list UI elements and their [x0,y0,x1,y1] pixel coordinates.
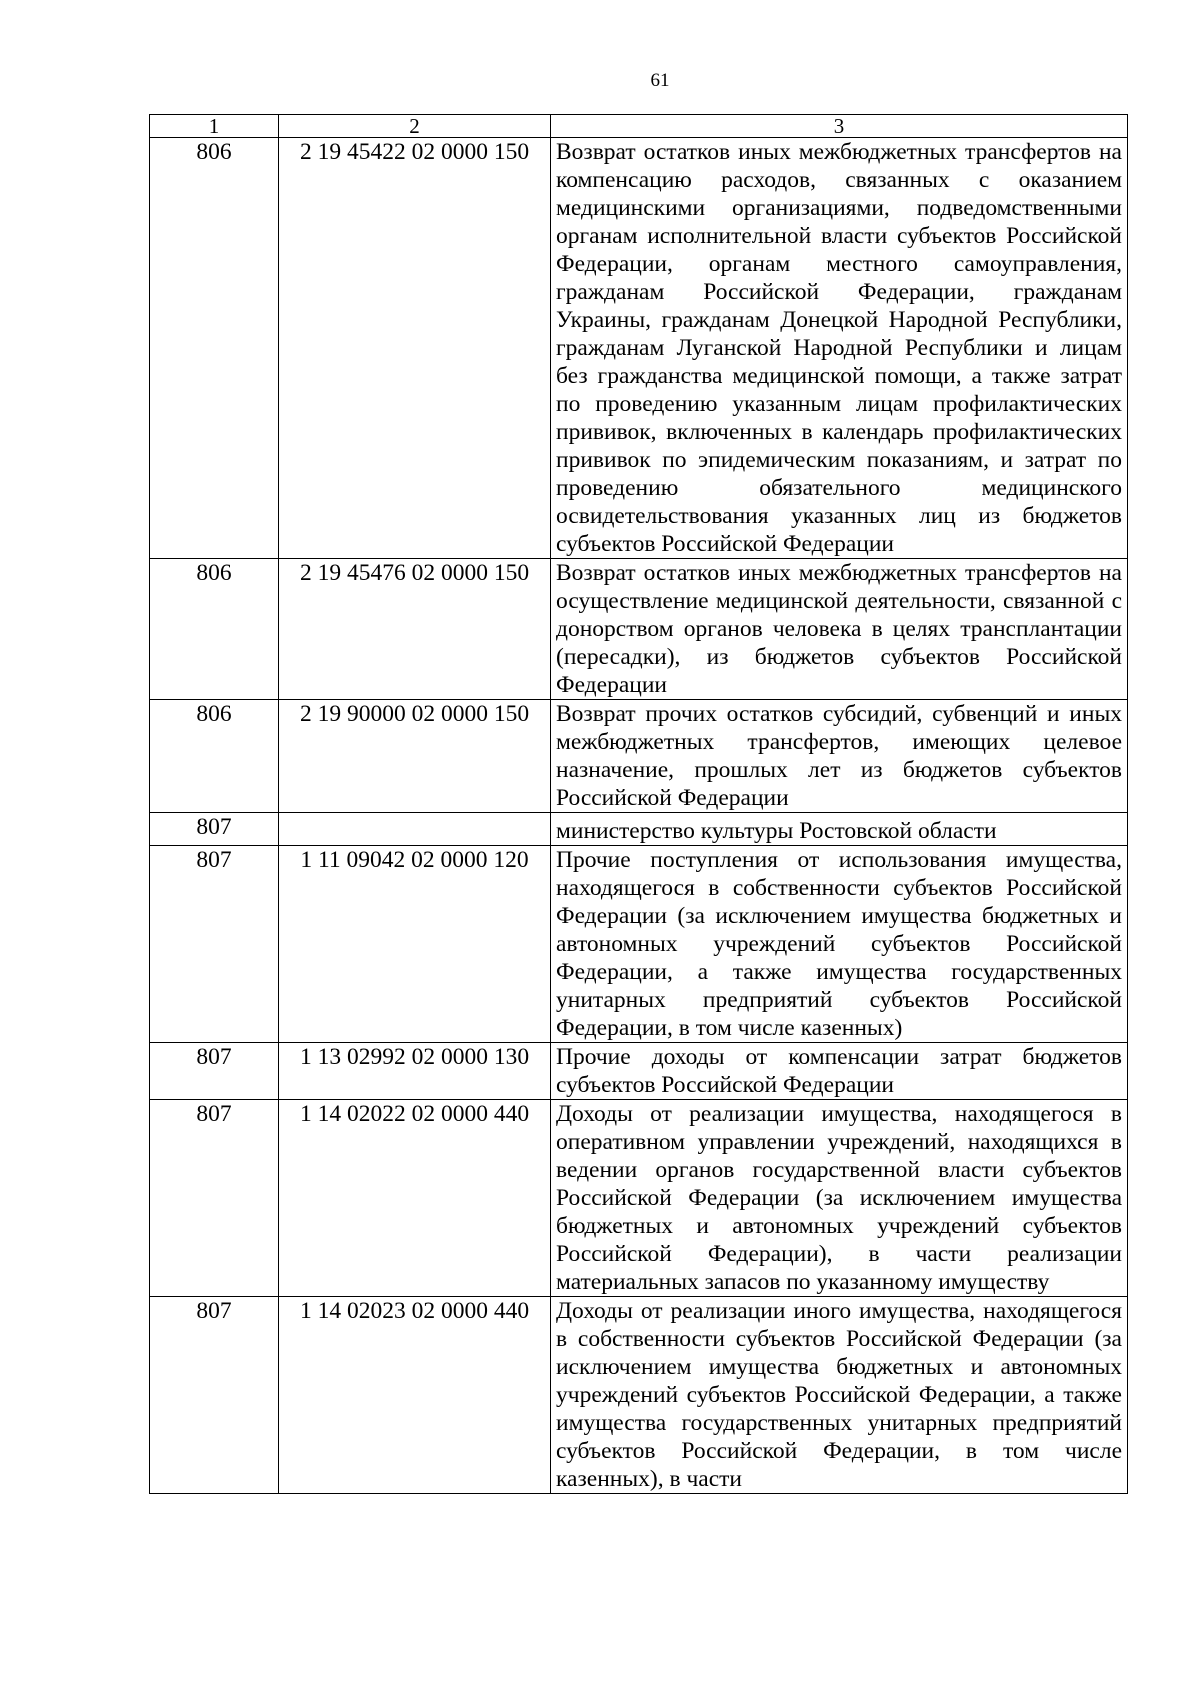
table-row [150,1297,1128,1494]
admin-code-cell: 806 [150,559,279,700]
description-cell: Прочие поступления от использования имущества, находящегося в собственности субъектов Российской Федерации (за исключением имущества бюджетных и автономных учреждений субъектов Российской Федерации, а также имущества государственных унитарных предприятий субъектов Российской Федерации, в том числе казенных) [551,846,1128,1043]
table-row [150,846,1128,1043]
description-cell: Доходы от реализации иного имущества, находящегося в собственности субъектов Российской Федерации (за исключением имущества бюджетных и автономных учреждений субъектов Российской Федерации, а также имущества государственных унитарных предприятий субъектов Российской Федерации, в том числе казенных), в части [551,1297,1128,1494]
budget-code-cell: 1 11 09042 02 0000 120 [279,846,551,1043]
page-number: 61 [650,70,670,91]
admin-code-cell: 807 [150,1100,279,1297]
budget-code-cell: 2 19 45422 02 0000 150 [279,138,551,559]
table-row [150,1043,1128,1100]
admin-code-cell: 807 [150,1297,279,1494]
budget-code-cell: 1 14 02022 02 0000 440 [279,1100,551,1297]
header-cell-1: 1 [150,115,279,138]
description-cell: Возврат остатков иных межбюджетных трансфертов на компенсацию расходов, связанных с оказанием медицинскими организациями, подведомственными органам исполнительной власти субъектов Российской Федерации, органам местного самоуправления, гражданам Российской Федерации, гражданам Украины, гражданам Донецкой Народной Республики, гражданам Луганской Народной Республики и лицам без гражданства медицинской помощи, а также затрат по проведению указанным лицам профилактических прививок, включенных в календарь профилактических прививок по эпидемическим показаниям, и затрат по проведению обязательного медицинского освидетельствования указанных лиц из бюджетов субъектов Российской Федерации [551,138,1128,559]
admin-code-cell: 806 [150,700,279,813]
header-cell-3: 3 [551,115,1128,138]
budget-code-cell [279,813,551,846]
budget-code-cell: 1 14 02023 02 0000 440 [279,1297,551,1494]
table-header-row [150,115,1128,138]
header-cell-2: 2 [279,115,551,138]
table-row [150,700,1128,813]
admin-code-cell: 806 [150,138,279,559]
budget-code-cell: 1 13 02992 02 0000 130 [279,1043,551,1100]
description-cell: министерство культуры Ростовской области [551,813,1128,846]
table-row [150,138,1128,559]
admin-code-cell: 807 [150,846,279,1043]
description-cell: Возврат остатков иных межбюджетных трансфертов на осуществление медицинской деятельности, связанной с донорством органов человека в целях трансплантации (пересадки), из бюджетов субъектов Российской Федерации [551,559,1128,700]
description-cell: Доходы от реализации имущества, находящегося в оперативном управлении учреждений, находящихся в ведении органов государственной власти субъектов Российской Федерации (за исключением имущества бюджетных и автономных учреждений субъектов Российской Федерации), в части реализации материальных запасов по указанному имуществу [551,1100,1128,1297]
description-cell: Прочие доходы от компенсации затрат бюджетов субъектов Российской Федерации [551,1043,1128,1100]
budget-code-cell: 2 19 90000 02 0000 150 [279,700,551,813]
budget-code-cell: 2 19 45476 02 0000 150 [279,559,551,700]
description-cell: Возврат прочих остатков субсидий, субвенций и иных межбюджетных трансфертов, имеющих целевое назначение, прошлых лет из бюджетов субъектов Российской Федерации [551,700,1128,813]
admin-code-cell: 807 [150,1043,279,1100]
table-row [150,559,1128,700]
admin-code-cell: 807 [150,813,279,846]
revenue-codes-table [149,114,1128,1494]
table-row [150,813,1128,846]
table-row [150,1100,1128,1297]
